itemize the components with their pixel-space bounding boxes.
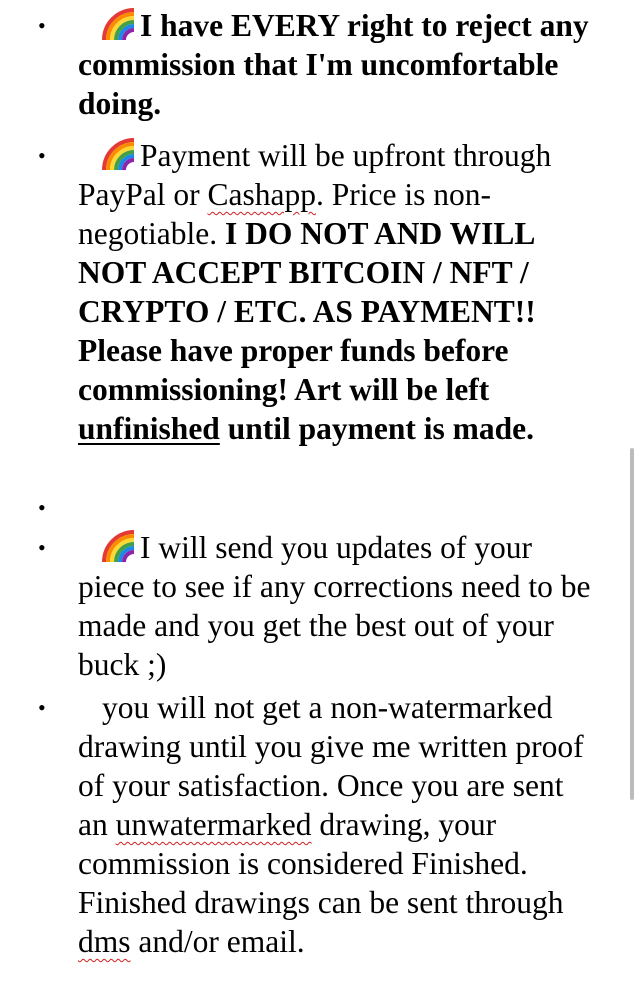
rainbow-icon bbox=[102, 138, 136, 170]
item-text-bold: until payment is made. bbox=[219, 411, 534, 446]
item-text: and/or email. bbox=[130, 924, 305, 959]
list-item bbox=[38, 136, 598, 448]
spellcheck-word[interactable]: Cashapp bbox=[207, 177, 316, 212]
bullet: • bbox=[38, 535, 46, 560]
scrollbar[interactable] bbox=[630, 448, 634, 800]
list-item bbox=[38, 688, 598, 961]
item-text: I will send you updates of your piece to see if any corrections need to be made and you get the best out of your buck ;) bbox=[78, 530, 591, 682]
item-text: . Price is non-negotiable. bbox=[78, 177, 491, 251]
item-text-bold: I DO NOT AND WILL NOT ACCEPT BITCOIN / NFT / CRYPTO / ETC. AS PAYMENT!! Please have proper funds before commissioning! Art will be left bbox=[78, 216, 536, 407]
bullet: • bbox=[38, 695, 46, 720]
item-text: drawing, your commission is considered Finished. Finished drawings can be sent through bbox=[78, 807, 564, 920]
list-item bbox=[38, 528, 598, 684]
item-text: Payment will be upfront through PayPal or bbox=[78, 138, 552, 212]
bullet: • bbox=[38, 13, 46, 38]
bullet: • bbox=[38, 143, 46, 168]
rainbow-icon bbox=[102, 8, 136, 40]
empty-bullet: • bbox=[38, 495, 46, 520]
item-text: I have EVERY right to reject any commission that I'm uncomfortable doing. bbox=[78, 8, 589, 121]
item-text-underlined: unfinished bbox=[78, 411, 220, 446]
item-text: you will not get a non-watermarked drawing until you give me written proof of your satisfaction. Once you are sent an bbox=[78, 690, 584, 842]
spellcheck-word[interactable]: unwatermarked bbox=[115, 807, 312, 842]
rainbow-icon bbox=[102, 530, 136, 562]
spellcheck-word[interactable]: dms bbox=[78, 924, 131, 959]
list-item bbox=[38, 6, 598, 123]
